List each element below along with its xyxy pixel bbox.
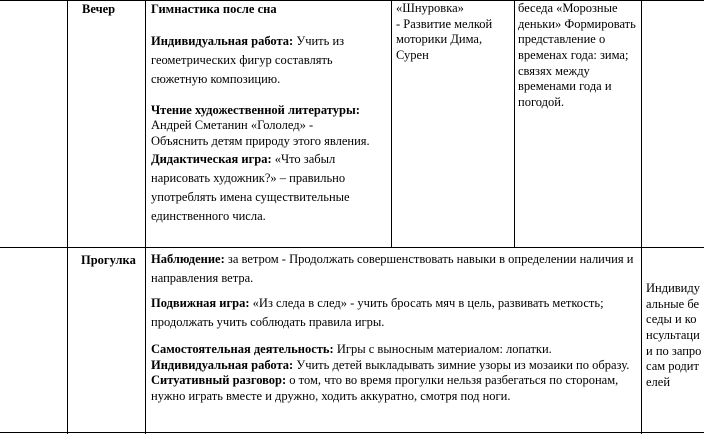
evening-col3: «Шнуровка» - Развитие мелкой моторики Дима, Сурен xyxy=(396,1,493,62)
row-divider xyxy=(0,247,704,248)
col-divider-5 xyxy=(641,0,642,434)
observation: Наблюдение: за ветром - Продолжать совершенствовать навыки в определении наличия и направления ветра. xyxy=(151,252,634,285)
situational-talk: Ситуативный разговор: о том, что во время прогулки нельзя разбегаться по сторонам, нужно играть вместе и дружно, ходить аккуратно, смотря под ноги. xyxy=(151,373,619,403)
evening-col4: беседа «Морозные деньки» Формировать представление о временах года: зима; связях между временами года и погодой. xyxy=(518,1,636,109)
mobile-game: Подвижная игра: «Из следа в след» - учить бросать мяч в цель, развивать меткость; продолжать учить соблюдать правила игры. xyxy=(151,296,604,329)
col-divider-3 xyxy=(391,0,392,247)
evening-label: Вечер xyxy=(82,2,116,16)
walk-individual: Индивидуальная работа: Учить детей выкладывать зимние узоры из мозаики по образу. xyxy=(151,357,630,372)
evening-individual: Индивидуальная работа: Учить из геометрических фигур составлять сюжетную композицию. xyxy=(151,33,345,86)
gym-title: Гимнастика после сна xyxy=(151,2,277,16)
walk-label: Прогулка xyxy=(81,253,136,267)
independent-activity: Самостоятельная деятельность: Игры с выносным материалом: лопатки. xyxy=(151,342,552,356)
didactic-game: Дидактическая игра: «Что забыл нарисовать художник?» – правильно употреблять имена существительные единственного числа. xyxy=(151,151,350,223)
walk-activities xyxy=(151,250,639,405)
col-divider-2 xyxy=(145,0,146,434)
reading: Чтение художественной литературы: Андрей Сметанин «Гололед» - Объяснить детям природу этого явления. xyxy=(151,102,370,148)
walk-parents: Индивидуальные беседы и консультации по запросам родителей xyxy=(646,281,702,389)
table-border-bottom xyxy=(0,432,704,433)
evening-activities xyxy=(151,2,389,226)
col-divider-1 xyxy=(67,0,68,434)
col-divider-4 xyxy=(514,0,515,247)
